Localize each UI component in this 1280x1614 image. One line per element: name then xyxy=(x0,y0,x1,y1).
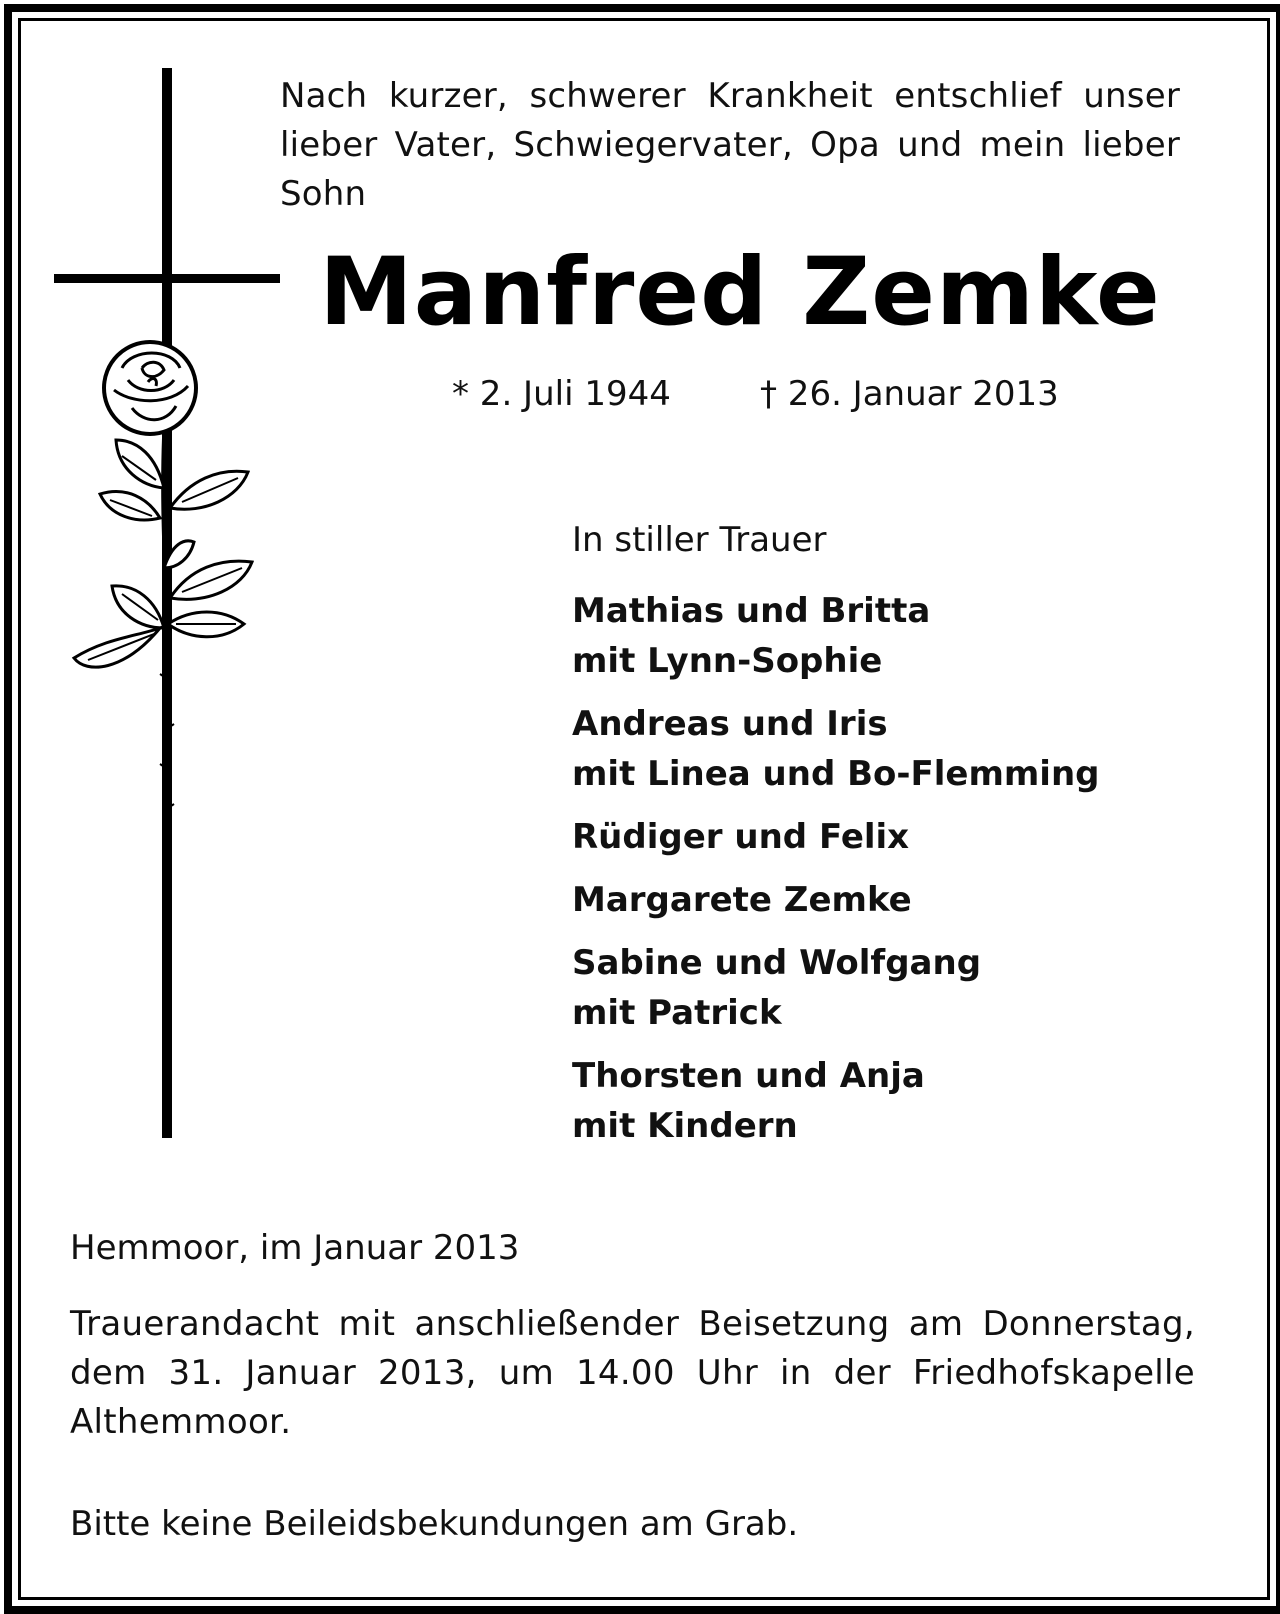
mourner-group xyxy=(572,699,1192,799)
mourner-line: mit Lynn-Sophie xyxy=(572,641,883,681)
intro-text: Nach kurzer, schwerer Krankheit entschlief unser lieber Vater, Schwiegervater, Opa und mein lieber Sohn xyxy=(280,76,1180,214)
mourner-group xyxy=(572,586,1192,686)
mourner-line: mit Patrick xyxy=(572,993,782,1033)
mourner-line: Margarete Zemke xyxy=(572,880,912,920)
mourner-group xyxy=(572,1051,1192,1151)
mourners-list xyxy=(572,586,1192,1164)
mourning-label: In stiller Trauer xyxy=(572,520,827,560)
place-date: Hemmoor, im Januar 2013 xyxy=(70,1228,520,1268)
mourner-line: Sabine und Wolfgang xyxy=(572,943,982,983)
birth-date: * 2. Juli 1944 xyxy=(452,374,671,414)
mourner-line: Mathias und Britta xyxy=(572,591,931,631)
death-date: † 26. Januar 2013 xyxy=(760,374,1059,414)
mourner-line: Andreas und Iris xyxy=(572,704,888,744)
mourner-line: mit Kindern xyxy=(572,1106,798,1146)
service-info: Trauerandacht mit anschließender Beisetzung am Donnerstag, dem 31. Januar 2013, um 14.00 Uhr in der Friedhofskapelle Althemmoor. xyxy=(70,1304,1195,1442)
mourner-group xyxy=(572,938,1192,1038)
condolence-note: Bitte keine Beileidsbekundungen am Grab. xyxy=(70,1504,799,1544)
mourner-line: mit Linea und Bo-Flemming xyxy=(572,754,1100,794)
mourner-line: Thorsten und Anja xyxy=(572,1056,925,1096)
mourner-line: Rüdiger und Felix xyxy=(572,817,910,857)
mourner-group xyxy=(572,812,1192,862)
mourner-group xyxy=(572,875,1192,925)
deceased-name: Manfred Zemke xyxy=(319,238,1161,347)
cross-rose-emblem xyxy=(52,68,282,1148)
